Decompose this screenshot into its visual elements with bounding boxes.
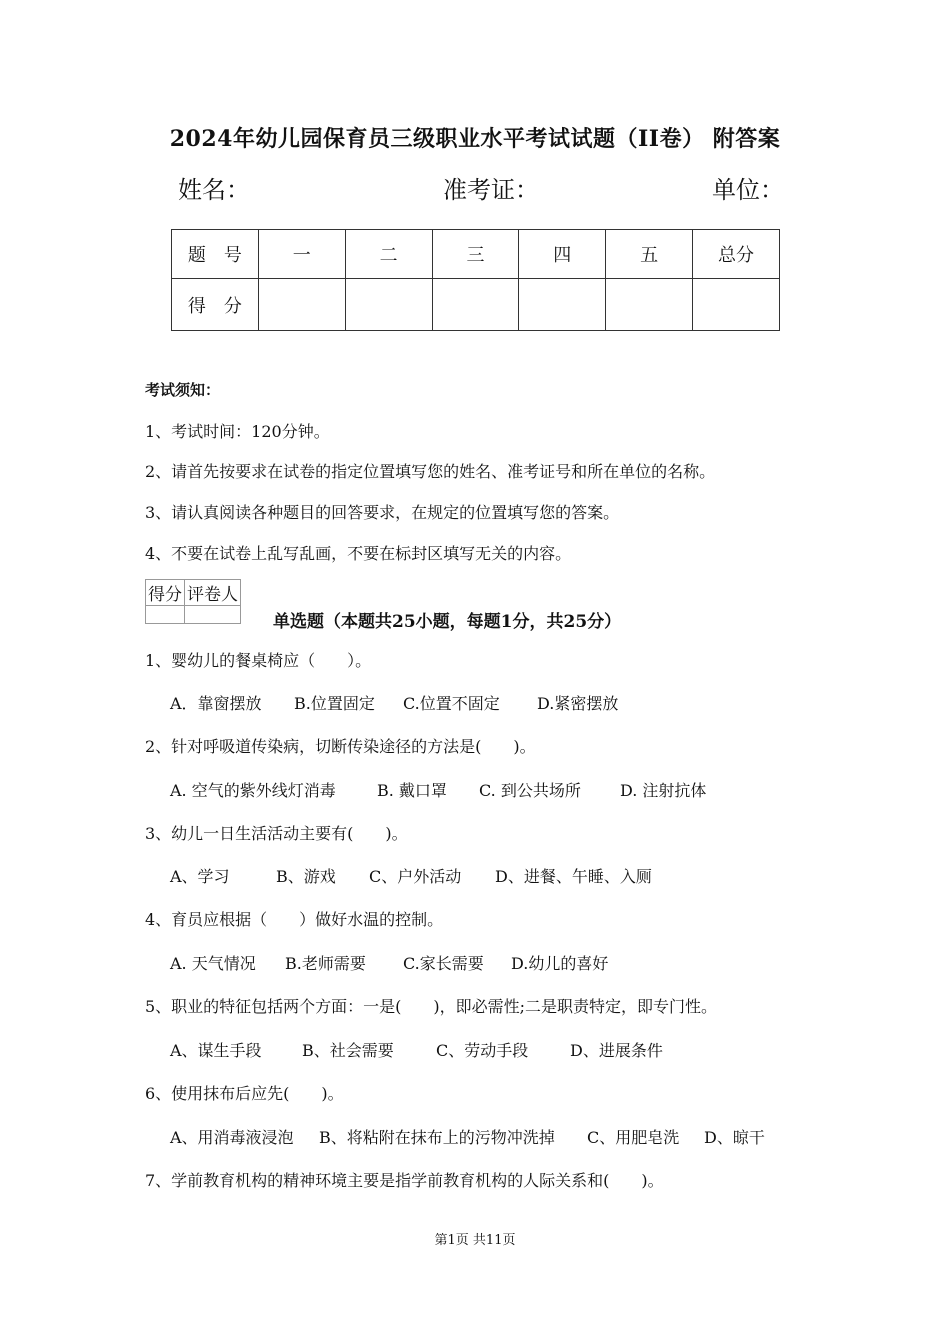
option: A．靠窗摆放 xyxy=(170,694,262,713)
option: B.老师需要 xyxy=(285,954,366,973)
score-cell xyxy=(606,279,693,331)
option: C.家长需要 xyxy=(403,954,484,973)
grader-score-label: 得分 xyxy=(146,580,185,606)
option: B、将粘附在抹布上的污物冲洗掉 xyxy=(319,1128,555,1147)
question-text: 2、针对呼吸道传染病，切断传染途径的方法是( )。 xyxy=(145,737,536,756)
score-header-cell: 一 xyxy=(258,230,345,279)
instruction-item: 2、请首先按要求在试卷的指定位置填写您的姓名、准考证号和所在单位的名称。 xyxy=(145,462,716,481)
question-text: 5、职业的特征包括两个方面：一是( )，即必需性;二是职责特定，即专门性。 xyxy=(145,997,718,1016)
exam-id-label: 准考证： xyxy=(443,176,539,204)
question-text: 6、使用抹布后应先( )。 xyxy=(145,1084,344,1103)
option: D、晾干 xyxy=(704,1128,765,1147)
grader-box xyxy=(145,579,241,624)
score-cell xyxy=(693,279,780,331)
score-header-cell: 二 xyxy=(345,230,432,279)
score-header-cell: 题 号 xyxy=(172,230,259,279)
score-row-label: 得 分 xyxy=(172,279,259,331)
instruction-item: 1、考试时间：120分钟。 xyxy=(145,422,330,441)
section-title: 单选题（本题共25小题，每题1分，共25分） xyxy=(273,612,622,632)
question-text: 7、学前教育机构的精神环境主要是指学前教育机构的人际关系和( )。 xyxy=(145,1171,664,1190)
option: A. 天气情况 xyxy=(170,954,256,973)
score-table-header-row xyxy=(172,230,780,279)
name-label: 姓名： xyxy=(178,176,250,204)
grader-reviewer-label: 评卷人 xyxy=(185,580,241,606)
question-text: 3、幼儿一日生活活动主要有( )。 xyxy=(145,824,408,843)
option: B.位置固定 xyxy=(294,694,375,713)
page-footer: 第1页 共11页 xyxy=(434,1233,516,1248)
score-cell xyxy=(519,279,606,331)
option: C. 到公共场所 xyxy=(479,781,581,800)
score-header-cell: 三 xyxy=(432,230,519,279)
option: A. 空气的紫外线灯消毒 xyxy=(170,781,336,800)
grader-score-cell xyxy=(146,606,185,624)
instruction-item: 3、请认真阅读各种题目的回答要求，在规定的位置填写您的答案。 xyxy=(145,503,620,522)
grader-reviewer-cell xyxy=(185,606,241,624)
option: B、社会需要 xyxy=(302,1041,394,1060)
score-header-cell: 五 xyxy=(606,230,693,279)
option: B、游戏 xyxy=(276,867,336,886)
option: C、劳动手段 xyxy=(436,1041,529,1060)
score-header-cell: 四 xyxy=(519,230,606,279)
option: C.位置不固定 xyxy=(403,694,500,713)
option: D.紧密摆放 xyxy=(537,694,619,713)
option: D. 注射抗体 xyxy=(620,781,707,800)
question-text: 1、婴幼儿的餐桌椅应（ ）。 xyxy=(145,651,372,670)
option: A、用消毒液浸泡 xyxy=(170,1128,294,1147)
score-cell xyxy=(345,279,432,331)
option: C、用肥皂洗 xyxy=(587,1128,680,1147)
option: C、户外活动 xyxy=(369,867,462,886)
instructions-heading: 考试须知： xyxy=(145,381,221,399)
document-title: 2024年幼儿园保育员三级职业水平考试试题（II卷） 附答案 xyxy=(169,126,781,152)
score-header-cell: 总分 xyxy=(693,230,780,279)
option: D、进餐、午睡、入厕 xyxy=(495,867,652,886)
option: A、学习 xyxy=(170,867,230,886)
unit-label: 单位： xyxy=(712,176,784,204)
score-table xyxy=(171,229,780,331)
score-cell xyxy=(258,279,345,331)
option: D.幼儿的喜好 xyxy=(511,954,609,973)
option: D、进展条件 xyxy=(570,1041,663,1060)
option: B. 戴口罩 xyxy=(377,781,447,800)
score-table-score-row xyxy=(172,279,780,331)
question-text: 4、育员应根据（ ）做好水温的控制。 xyxy=(145,910,444,929)
score-cell xyxy=(432,279,519,331)
option: A、谋生手段 xyxy=(170,1041,262,1060)
instruction-item: 4、不要在试卷上乱写乱画，不要在标封区填写无关的内容。 xyxy=(145,544,572,563)
